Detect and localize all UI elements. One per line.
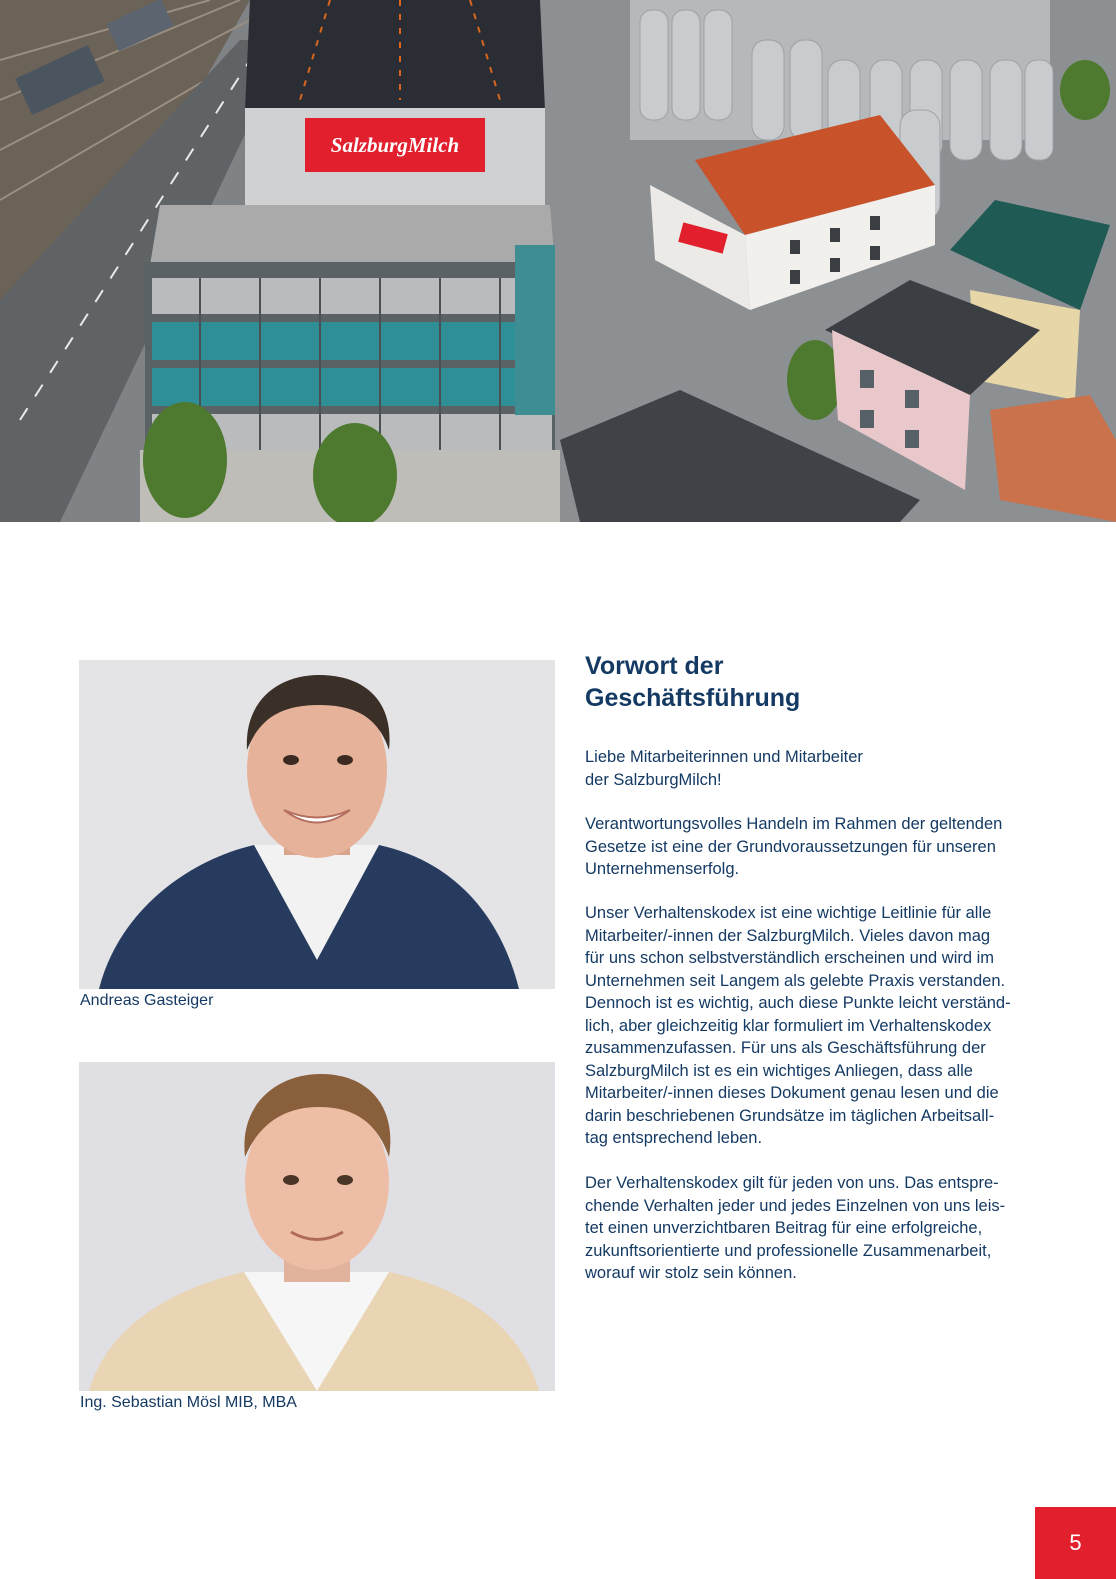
foreword-title-line1: Vorwort der	[585, 652, 724, 680]
foreword-title-line2: Geschäftsführung	[585, 684, 801, 712]
foreword-title	[585, 650, 1085, 714]
foreword-greeting: Liebe Mitarbeiterinnen und Mitarbeiter der SalzburgMilch!	[585, 748, 863, 789]
salzburgmilch-logo: SalzburgMilch	[330, 133, 460, 157]
portrait-andreas-gasteiger	[79, 660, 555, 989]
foreword-paragraph-1: Verantwortungsvolles Handeln im Rahmen der geltenden Gesetze ist eine der Grundvoraussetzungen für unseren Unternehmenserfolg.	[585, 815, 1003, 878]
page-number: 5	[1069, 1530, 1082, 1555]
portrait-illustration-1	[79, 660, 555, 989]
factory-aerial-illustration	[0, 0, 1116, 522]
foreword-paragraph-3: Der Verhaltenskodex gilt für jeden von uns. Das entspre- chende Verhalten jeder und jedes Einzelnen von uns leis- tet einen unverzichtbaren Beitrag für eine erfolgreiche, zukunftsorientierte und professionelle Zusammenarbeit, worauf wir stolz sein können.	[585, 1174, 1006, 1282]
foreword-paragraph-2: Unser Verhaltenskodex ist eine wichtige Leitlinie für alle Mitarbeiter/-innen der SalzburgMilch. Vieles davon mag für uns schon selbstverständlich erscheinen und wird im Unternehmen seit Langem als gelebte Praxis verstanden. Dennoch ist es wichtig, auch diese Punkte leicht verständ- lich, aber gleichzeitig klar formuliert im Verhaltenskodex zusammenzufassen. Für uns als Geschäftsführung der SalzburgMilch ist es ein wichtiges Anliegen, dass alle Mitarbeiter/-innen dieses Dokument genau lesen und die darin beschriebenen Grundsätze im täglichen Arbeitsall- tag entsprechend leben.	[585, 904, 1011, 1147]
hero-aerial-photo	[0, 0, 1116, 522]
page-number-badge	[1035, 1507, 1116, 1579]
portrait-sebastian-moesl	[79, 1062, 555, 1391]
caption-person-1: Andreas Gasteiger	[80, 992, 214, 1009]
caption-person-2: Ing. Sebastian Mösl MIB, MBA	[80, 1394, 297, 1411]
portrait-illustration-2	[79, 1062, 555, 1391]
